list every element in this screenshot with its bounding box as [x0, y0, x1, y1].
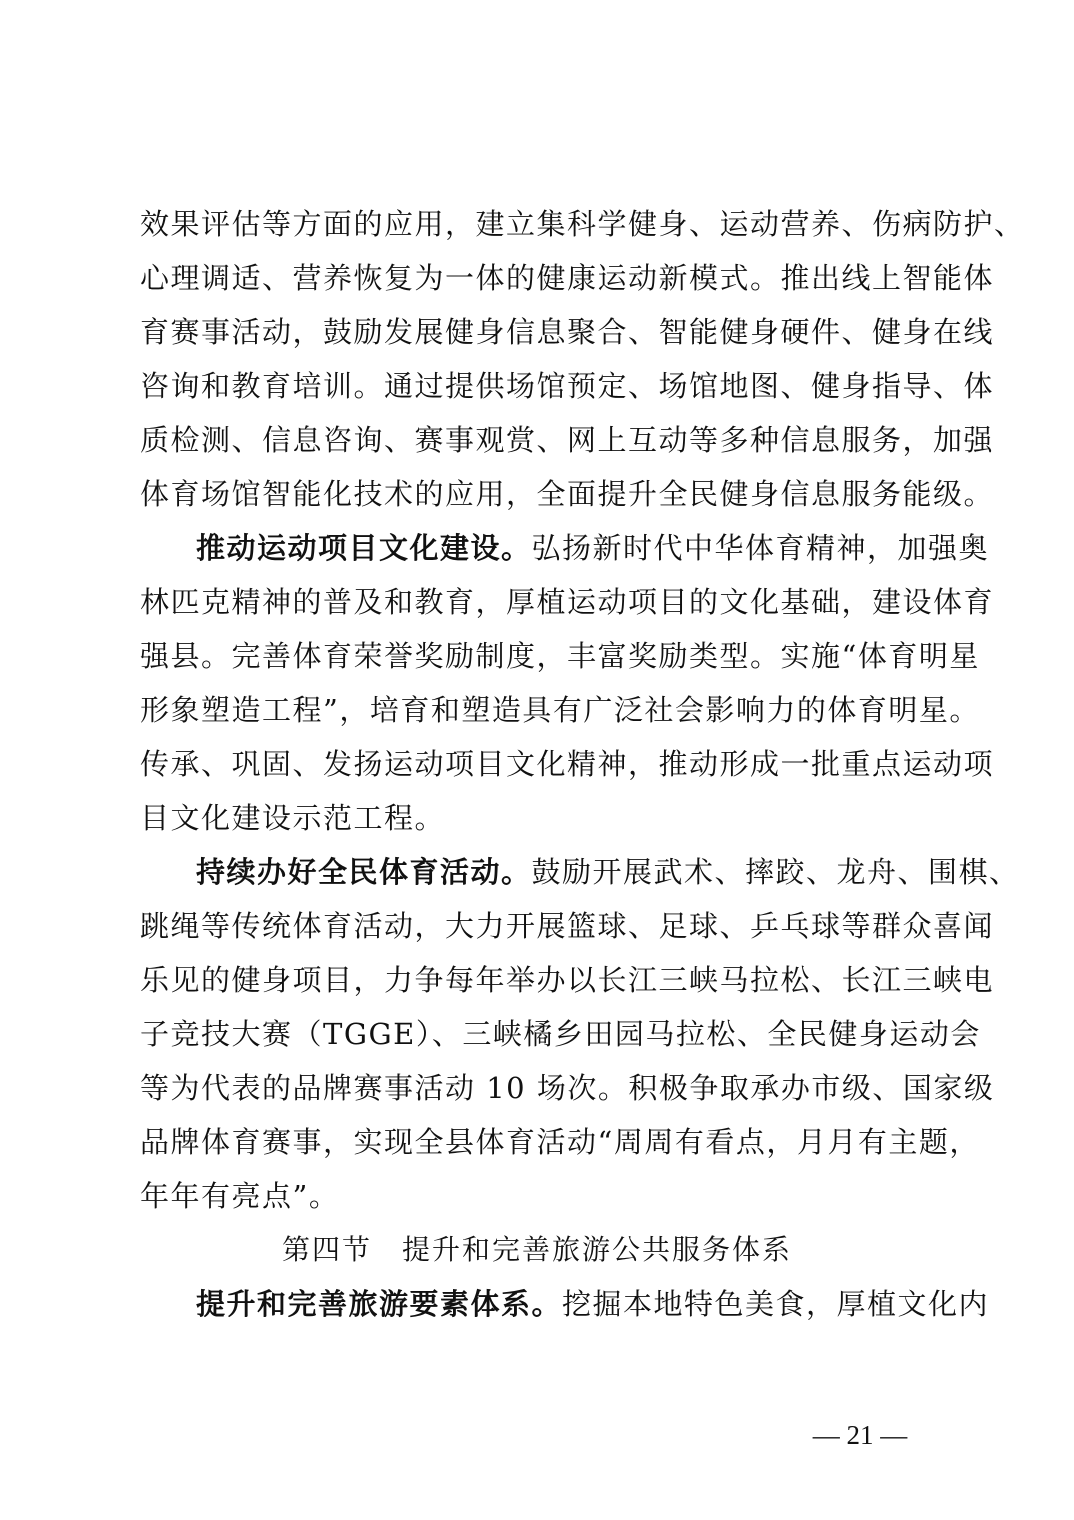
- paragraph-first-line: [196, 1284, 990, 1324]
- paragraph-lead-text: 挖掘本地特色美食，厚植文化内: [562, 1287, 990, 1321]
- paragraph-first-line: [196, 528, 990, 568]
- body-line: 效果评估等方面的应用，建立集科学健身、运动营养、伤病防护、: [140, 207, 1025, 241]
- paragraph-lead-heading: 持续办好全民体育活动。: [196, 855, 532, 889]
- body-line: 传承、巩固、发扬运动项目文化精神，推动形成一批重点运动项: [140, 747, 995, 781]
- body-line: 等为代表的品牌赛事活动 10 场次。积极争取承办市级、国家级: [140, 1071, 995, 1105]
- body-line: 咨询和教育培训。通过提供场馆预定、场馆地图、健身指导、体: [140, 369, 995, 403]
- paragraph-first-line: [196, 852, 1020, 892]
- body-line: 乐见的健身项目，力争每年举办以长江三峡马拉松、长江三峡电: [140, 963, 995, 997]
- body-line: 林匹克精神的普及和教育，厚植运动项目的文化基础，建设体育: [140, 585, 995, 619]
- body-line: 年年有亮点”。: [140, 1179, 340, 1213]
- page-number: — 21 —: [812, 1420, 908, 1450]
- paragraph-lead-heading: 推动运动项目文化建设。: [196, 531, 532, 565]
- section-heading: 第四节 提升和完善旅游公共服务体系: [281, 1233, 792, 1266]
- body-line: 目文化建设示范工程。: [140, 801, 446, 835]
- body-line: 形象塑造工程”，培育和塑造具有广泛社会影响力的体育明星。: [140, 693, 980, 727]
- body-line: 品牌体育赛事，实现全县体育活动“周周有看点，月月有主题，: [140, 1125, 980, 1159]
- paragraph-lead-heading: 提升和完善旅游要素体系。: [196, 1287, 563, 1321]
- paragraph-lead-text: 鼓励开展武术、摔跤、龙舟、围棋、: [531, 855, 1020, 889]
- body-line: 强县。完善体育荣誉奖励制度，丰富奖励类型。实施“体育明星: [140, 639, 980, 673]
- body-line: 体育场馆智能化技术的应用，全面提升全民健身信息服务能级。: [140, 477, 995, 511]
- body-line: 子竞技大赛（TGGE）、三峡橘乡田园马拉松、全民健身运动会: [140, 1017, 981, 1051]
- body-line: 质检测、信息咨询、赛事观赏、网上互动等多种信息服务，加强: [140, 423, 995, 457]
- body-line: 心理调适、营养恢复为一体的健康运动新模式。推出线上智能体: [140, 261, 995, 295]
- paragraph-lead-text: 弘扬新时代中华体育精神，加强奥: [531, 531, 990, 565]
- body-line: 育赛事活动，鼓励发展健身信息聚合、智能健身硬件、健身在线: [140, 315, 995, 349]
- body-line: 跳绳等传统体育活动，大力开展篮球、足球、乒乓球等群众喜闻: [140, 909, 995, 943]
